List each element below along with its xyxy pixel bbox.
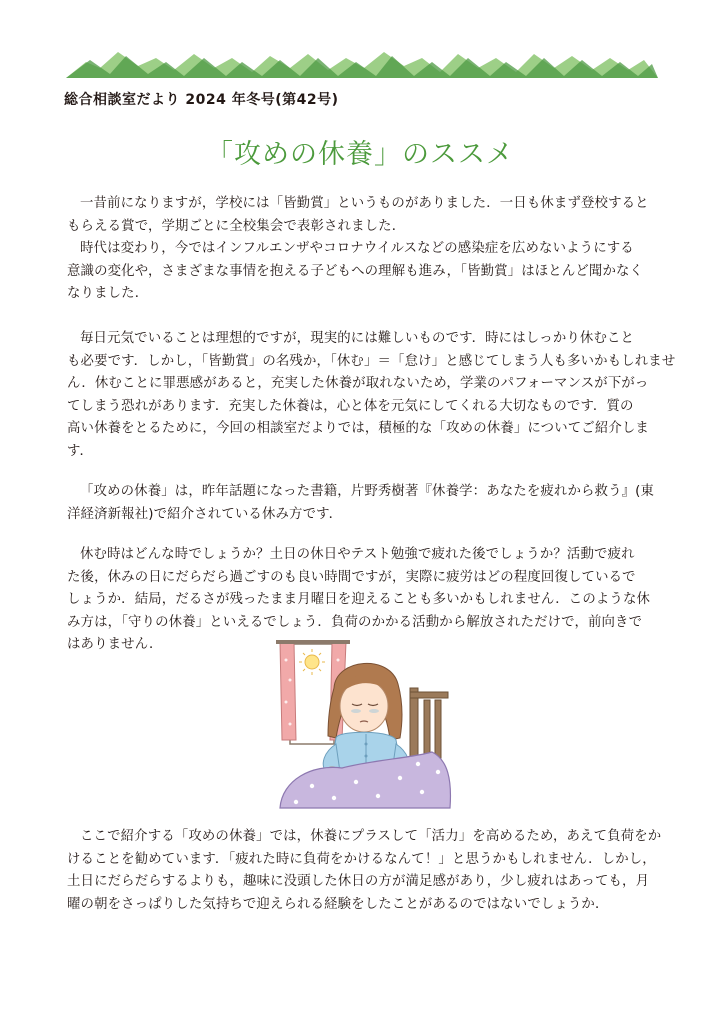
paragraph-line: み方は，「守りの休養」といえるでしょう．負荷のかかる活動から解放されただけで，前向きで [67, 614, 643, 630]
tired-girl-in-bed-icon [272, 640, 452, 815]
paragraph-line: 意識の変化や，さまざまな事情を抱える子どもへの理解も進み，「皆勤賞」はほとんど聞かなく [67, 263, 644, 279]
paragraph-line: はありません． [67, 637, 163, 652]
paragraph-line: 高い休養をとるために，今回の相談室だよりでは，積極的な「攻めの休養」についてご紹介しま [67, 421, 649, 436]
paragraph-line: ここで紹介する「攻めの休養」では，休養にプラスして「活力」を高めるため，あえて負荷をか [80, 829, 662, 844]
page-title: 「攻めの休養」のススメ [206, 139, 514, 170]
paragraph-line: 毎日元気でいることは理想的ですが，現実的には難しいものです．時にはしっかり休むこと [80, 331, 635, 346]
paragraph-line: 「攻めの休養」は，昨年話題になった書籍，片野秀樹著『休養学：あなたを疲れから救う』(東 [80, 484, 655, 499]
paragraph-line: もらえる賞で，学期ごとに全校集会で表彰されました． [67, 218, 406, 234]
paragraph-line: 洋経済新報社)で紹介されている休み方です． [67, 506, 343, 522]
mountain-border-icon [66, 50, 658, 80]
paragraph-line: 時代は変わり，今ではインフルエンザやコロナウイルスなどの感染症を広めないようにする [80, 241, 634, 256]
paragraph-line: 一昔前になりますが，学校には「皆勤賞」というものがありました．一日も休まず登校すると [80, 196, 649, 211]
paragraph-book [67, 481, 662, 526]
paragraph-line: しょうか．結局，だるさが残ったまま月曜日を迎えることも多いかもしれません．このような休 [67, 592, 651, 607]
paragraph-line: す． [67, 443, 94, 459]
paragraph-line: も必要です．しかし，「皆勤賞」の名残か，「休む」＝「怠け」と感じてしまう人も多いかもしれませ [67, 353, 676, 369]
paragraph-line: 休む時はどんな時でしょうか？土日の休日やテスト勉強で疲れた後でしょうか？活動で疲れ [80, 547, 635, 562]
paragraph-line: けることを勧めています．「疲れた時に負荷をかけるなんて！」と思うかもしれません．しかし， [67, 851, 656, 867]
paragraph-intro [67, 193, 662, 306]
newsletter-header: 総合相談室だより 2024 年冬号(第42号) [64, 92, 339, 108]
paragraph-line: なりました． [67, 286, 149, 301]
paragraph-active-rest [67, 826, 662, 916]
paragraph-line: 曜の朝をさっぱりした気持ちで迎えられる経験をしたことがあるのではないでしょうか． [67, 896, 609, 912]
paragraph-line: ん．休むことに罪悪感があると，充実した休養が取れないため，学業のパフォーマンスが下がっ [67, 376, 649, 391]
paragraph-line: 土日にだらだらするよりも，趣味に没頭した休日の方が満足感があり，少し疲れはあっても，月 [67, 874, 650, 889]
paragraph-line: た後，休みの日にだらだら過ごすのも良い時間ですが，実際に疲労はどの程度回復しているで [67, 569, 636, 585]
paragraph-rest [67, 328, 676, 463]
paragraph-line: てしまう恐れがあります．充実した休養は，心と体を元気にしてくれる大切なものです．質の [67, 398, 634, 414]
